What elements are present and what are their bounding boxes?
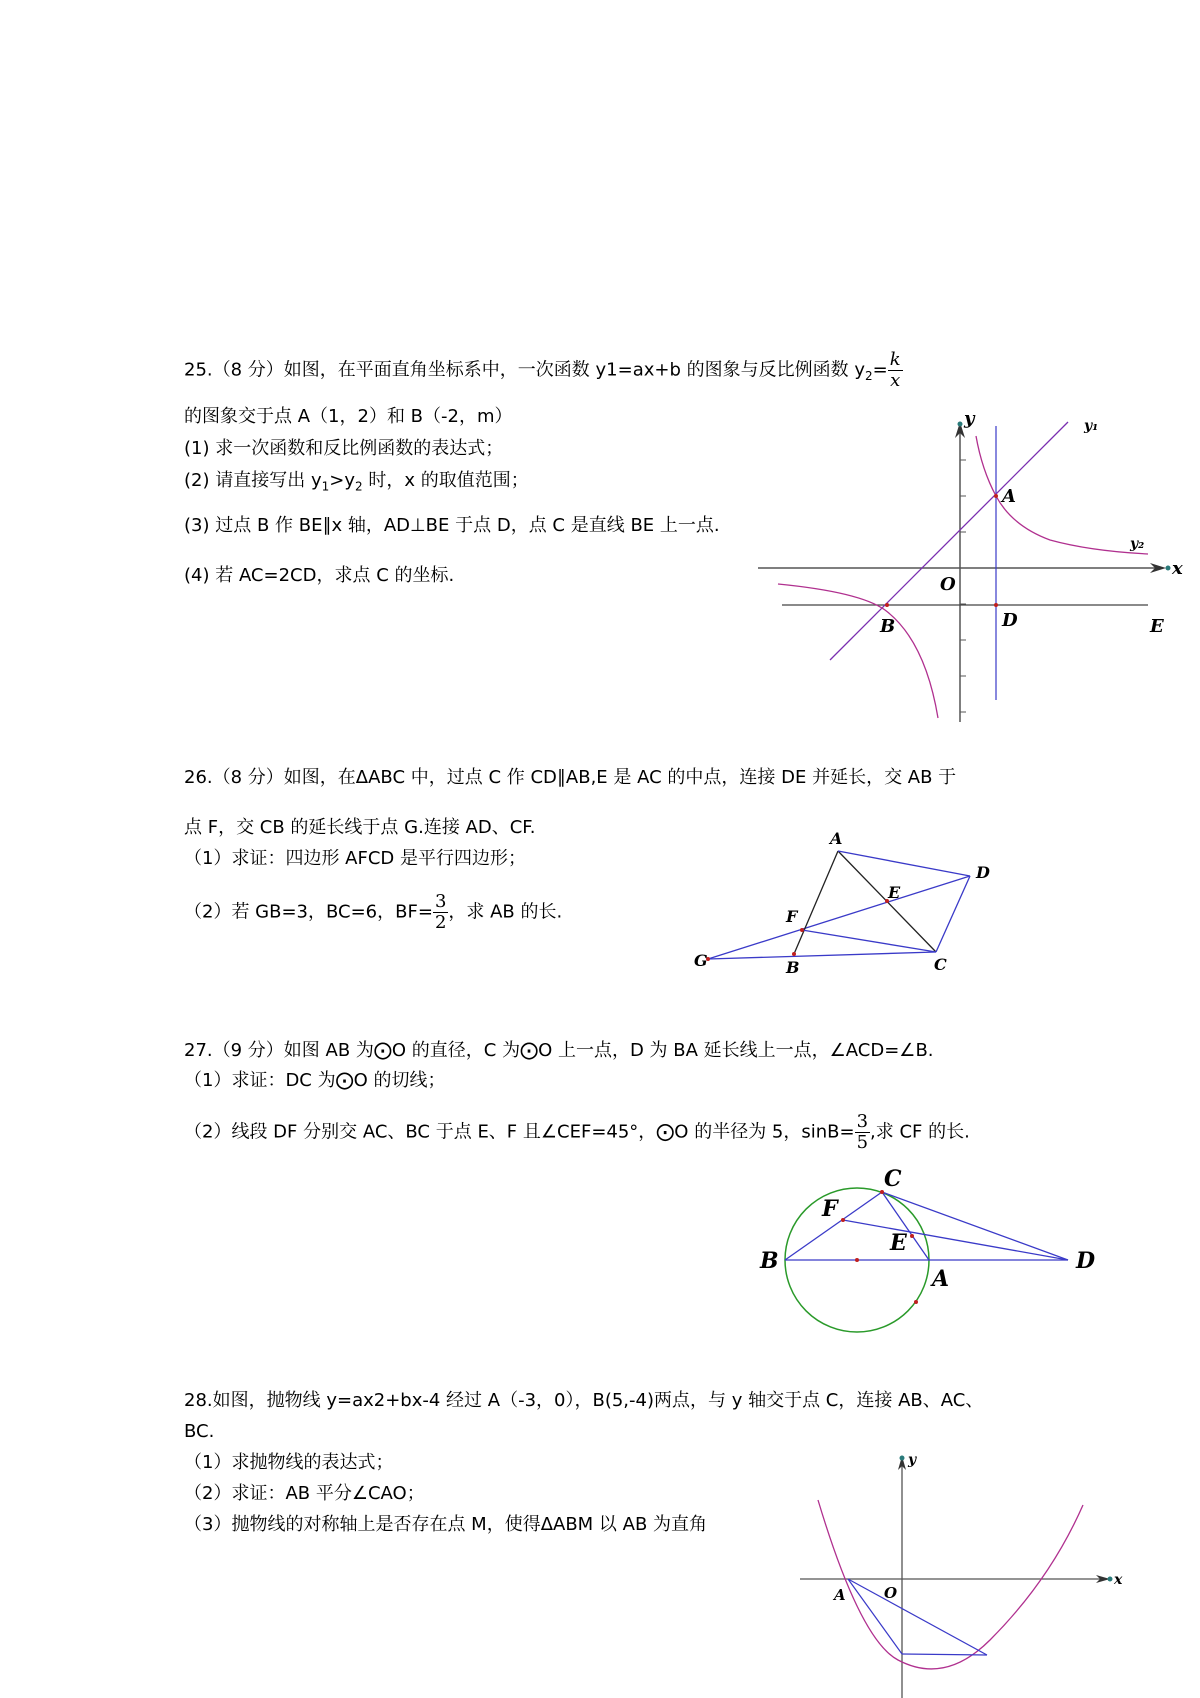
q26-item2: （2）若 GB=3，BC=6，BF= $\frac{3}{2}$ ，求 AB 的长. xyxy=(184,891,563,933)
label-f: F xyxy=(822,1196,838,1222)
label-e: E xyxy=(1150,616,1164,637)
q25-item3: (3) 过点 B 作 BE∥x 轴，AD⊥BE 于点 D，点 C 是直线 BE 上一点. xyxy=(184,515,720,536)
label-d: D xyxy=(976,863,990,882)
label-y1: y₁ xyxy=(1084,418,1099,434)
label-o: O xyxy=(940,574,956,595)
q25-item1: (1) 求一次函数和反比例函数的表达式； xyxy=(184,438,504,459)
label-o: O xyxy=(884,1584,898,1602)
q27-fraction: $\frac{3}{5}$ xyxy=(856,1111,869,1153)
label-b: B xyxy=(760,1248,779,1274)
q27-line1: 27.（9 分）如图 AB 为⨀O 的直径，C 为⨀O 上一点，D 为 BA 延长线上一点，∠ACD=∠B. xyxy=(184,1040,934,1061)
q25-fraction: $\frac{k}{x}$ xyxy=(889,349,901,391)
label-d: D xyxy=(1002,610,1018,631)
q28-item3: （3）抛物线的对称轴上是否存在点 M，使得ΔABM 以 AB 为直角 xyxy=(184,1514,708,1535)
label-c: C xyxy=(884,1166,902,1192)
q25-item2: (2) 请直接写出 $y_1>y_2$ 时，x 的取值范围； xyxy=(184,470,529,494)
q28-line1: 28.如图，抛物线 y=ax2+bx-4 经过 A（-3，0），B(5,-4)两点，与 y 轴交于点 C，连接 AB、AC、 xyxy=(184,1390,984,1411)
q25-item4: (4) 若 AC=2CD，求点 C 的坐标. xyxy=(184,565,455,586)
label-b: B xyxy=(880,616,896,637)
label-y: y xyxy=(908,1452,917,1468)
q26-fraction: $\frac{3}{2}$ xyxy=(434,891,447,933)
label-b: B xyxy=(786,958,800,977)
label-y2: y₂ xyxy=(1130,536,1145,552)
label-a: A xyxy=(1002,486,1016,507)
q26-line2: 点 F，交 CB 的延长线于点 G.连接 AD、CF. xyxy=(184,817,536,838)
label-g: G xyxy=(694,951,708,970)
q28-item1: （1）求抛物线的表达式； xyxy=(184,1452,394,1473)
label-a: A xyxy=(834,1586,846,1604)
label-d: D xyxy=(1076,1248,1096,1274)
q26-line1: 26.（8 分）如图，在ΔABC 中，过点 C 作 CD∥AB,E 是 AC 的中点，连接 DE 并延长，交 AB 于 xyxy=(184,767,957,788)
label-e: E xyxy=(890,1230,907,1256)
q28-line2: BC. xyxy=(184,1421,215,1442)
label-y: y xyxy=(964,408,975,429)
q26-item1: （1）求证：四边形 AFCD 是平行四边形； xyxy=(184,848,526,869)
q25-line2: 的图象交于点 A（1，2）和 B（-2，m） xyxy=(184,406,513,427)
label-a: A xyxy=(932,1266,950,1292)
label-e: E xyxy=(888,883,901,902)
label-a: A xyxy=(830,829,843,848)
q25-line1: 25.（8 分）如图，在平面直角坐标系中，一次函数 y1=ax+b 的图象与反比例函数 $y_2=$ $\frac{k}{x}$ xyxy=(184,349,901,391)
q28-item2: （2）求证：AB 平分∠CAO； xyxy=(184,1483,425,1504)
label-f: F xyxy=(786,907,798,926)
label-x: x xyxy=(1172,558,1183,579)
label-c: C xyxy=(934,955,947,974)
q27-item1: （1）求证：DC 为⨀O 的切线； xyxy=(184,1070,446,1091)
q27-item2: （2）线段 DF 分别交 AC、BC 于点 E、F 且∠CEF=45°，⨀O 的半径为 5，sinB= $\frac{3}{5}$ ,求 CF 的长. xyxy=(184,1111,970,1153)
label-x: x xyxy=(1114,1572,1123,1588)
